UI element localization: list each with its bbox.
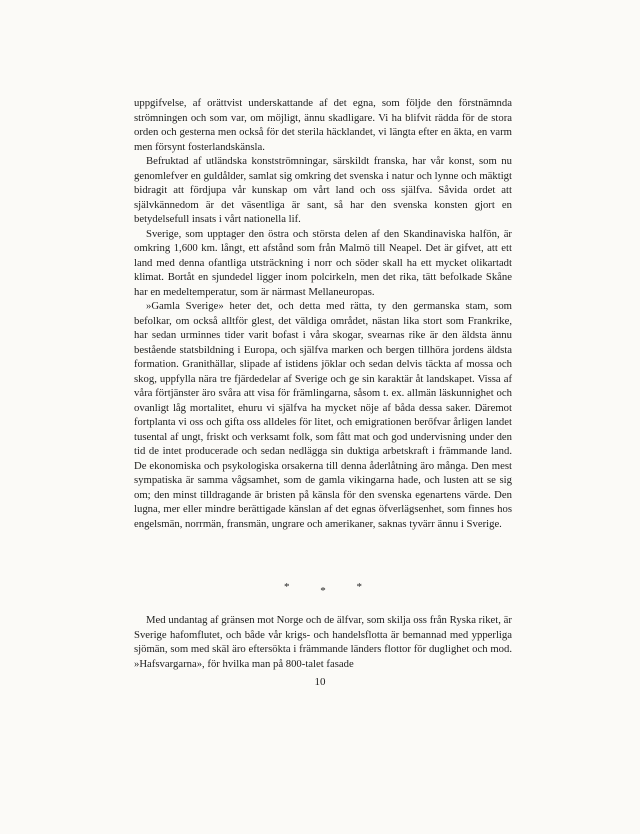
body-text-continued — [134, 613, 512, 671]
body-text — [134, 96, 512, 531]
paragraph: uppgifvelse, af orättvist underskattande af det egna, som följde den förstnämnda strömningen och som var, om möjligt, ännu skadligare. Vi ha blifvit rädda för de stora orden och gesterna men också för det sterila häcklandet, vi längta efter en äkta, en varm men försynt fosterlandskänsla. — [134, 97, 512, 153]
section-separator — [134, 581, 512, 597]
page-number: 10 — [314, 676, 326, 688]
paragraph: Med undantag af gränsen mot Norge och de älfvar, som skilja oss från Ryska riket, är Sverige hafomflutet, och både vår krigs- och handelsflotta är bemannad med ypperliga sjömän, som med skäl äro eftersökta i främmande länders flottor för duglighet och mod. »Hafsvargarna», för hvilka man på 800-talet fasade — [134, 614, 512, 670]
paragraph: Befruktad af utländska konstströmningar, särskildt franska, har vår konst, som nu genomlefver en guldålder, samlat sig omkring det svenska i natur och lynne och mäktigt bidragit att fördjupa vår kunskap om vårt land och oss själfva. Såvida ordet att självkännedom är det väsentliga är sant, så har den svenska konsten gjort en betydelsefull insats i vårt nationella lif. — [134, 155, 512, 225]
paragraph: »Gamla Sverige» heter det, och detta med rätta, ty den germanska stam, som befolkar, om också alltför glest, det väldiga området, nästan lika stort som Frankrike, har sedan urminnes tider varit bofast i våra skogar, svearnas rike är den äldsta ännu bestående statsbildning i Europa, och själfva marken och bergen tillhöra jordens äldsta formation. Granithällar, slipade af istidens jöklar och sedan delvis täckta af mossa och skog, uppfylla nära tre fjärdedelar af Sverige och ge sin karaktär åt landskapet. Vissa af våra förtjänster äro svåra att visa för främlingarna, såsom t. ex. allmän läskunnighet och ovanligt låg mortalitet, ehuru vi själfva ha mycket nöje af båda dessa saker. Däremot fortplanta vi oss och gifta oss alldeles för litet, och emigrationen berőfvar årligen landet tusental af ungt, friskt och verksamt folk, som fått mat och god undervisning under den tid de intet producerade och sedan nedlägga sin duktiga arbetskraft i främmande land. De ekonomiska och psykologiska orsakerna till denna åderlåtning äro många. Den mest sympatiska är samma vågsamhet, som de gamla vikingarna hade, och lusten att se sig om; den minst tilldragande är bristen på känsla för den svenska egenartens värde. Den lugna, mer eller mindre berättigade känslan af det egnas öfverlägsenhet, som finnes hos engelsmän, norrmän, fransmän, ungrare och amerikaner, saknas tyvärr ännu i Sverige. — [134, 300, 512, 530]
asterisk: * — [320, 585, 326, 597]
asterisk: * — [284, 581, 290, 593]
asterisk: * — [356, 581, 362, 593]
paragraph: Sverige, som upptager den östra och största delen af den Skandinaviska halfön, är omkring 1,600 km. långt, ett afstånd som från Malmö till Neapel. Det är gifvet, att ett land med denna ofantliga utsträckning i norr och söder skall ha ett mycket olikartadt klimat. Bortåt en sjundedel ligger inom polcirkeln, men det rika, tätt befolkade Skåne har en medeltemperatur, som är närmast Mellaneuropas. — [134, 227, 512, 298]
